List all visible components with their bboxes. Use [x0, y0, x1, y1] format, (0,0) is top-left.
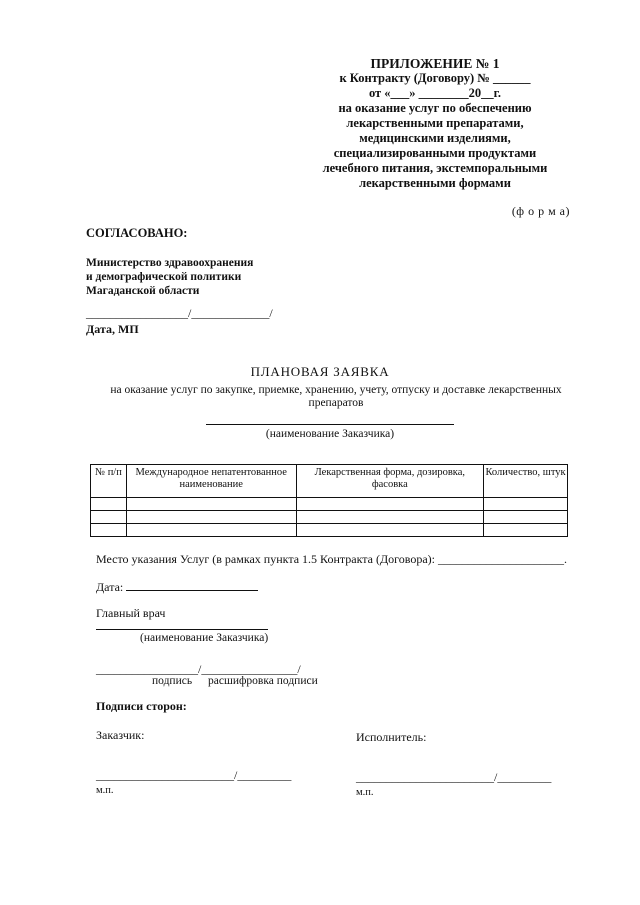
date-label: Дата: — [96, 580, 124, 594]
header-inn: Международное непатентованное наименование — [126, 465, 296, 498]
table-row — [91, 524, 568, 537]
customer-name-caption: (наименование Заказчика) — [265, 428, 395, 440]
header-dosage-form: Лекарственная форма, дозировка, фасовка — [296, 465, 484, 498]
signature-decode-caption: расшифровка подписи — [208, 675, 318, 687]
table-row — [91, 511, 568, 524]
table-cell — [91, 511, 127, 524]
table-cell — [484, 498, 568, 511]
executor-label: Исполнитель: — [356, 730, 427, 744]
date-blank-line — [126, 578, 258, 591]
chief-name-caption: (наименование Заказчика) — [140, 632, 269, 644]
chief-signature-line: _________________/________________/ — [96, 662, 301, 676]
header-quantity: Количество, штук — [484, 465, 568, 498]
signature-caption: подпись — [152, 675, 193, 687]
table-cell — [126, 498, 296, 511]
table-cell — [126, 511, 296, 524]
table-cell — [296, 498, 484, 511]
subject-line: специализированными продуктами — [333, 146, 537, 160]
ministry-line: Министерство здравоохранения — [86, 257, 254, 269]
form-label: (ф о р м а) — [511, 204, 570, 218]
approval-date-mp: Дата, МП — [86, 322, 139, 336]
approval-signature-line: _________________/_____________/ — [86, 306, 273, 320]
header-number: № п/п — [91, 465, 127, 498]
agreed-heading: СОГЛАСОВАНО: — [86, 226, 188, 240]
table-cell — [91, 498, 127, 511]
table-cell — [296, 524, 484, 537]
ministry-name — [86, 256, 306, 298]
subject-line: лекарственными препаратами, — [346, 116, 524, 130]
ministry-line: и демографической политики — [86, 271, 242, 283]
chief-name-line — [96, 629, 268, 630]
customer-label: Заказчик: — [96, 728, 145, 742]
customer-stamp-mark: м.п. — [96, 785, 114, 796]
subject-line: лекарственными формами — [359, 176, 511, 190]
date-field — [96, 578, 258, 595]
service-place-field: Место указания Услуг (в рамках пункта 1.5 Контракта (Договора): _____________________. — [96, 552, 568, 566]
parties-signatures-heading: Подписи сторон: — [96, 699, 187, 713]
executor-signature-line: _______________________/_________ — [356, 770, 552, 784]
table-cell — [484, 511, 568, 524]
ministry-line: Магаданской области — [86, 285, 200, 297]
table-cell — [484, 524, 568, 537]
table-row — [91, 498, 568, 511]
appendix-title: ПРИЛОЖЕНИЕ № 1 — [370, 56, 500, 71]
appendix-header — [300, 56, 570, 191]
subject-line: лечебного питания, экстемпоральными — [322, 161, 548, 175]
request-subtitle: на оказание услуг по закупке, приемке, хранению, учету, отпуску и доставке лекарственных препаратов — [110, 384, 562, 409]
table-cell — [296, 511, 484, 524]
request-title: ПЛАНОВАЯ ЗАЯВКА — [250, 364, 390, 379]
customer-name-line — [206, 424, 454, 425]
subject-line: на оказание услуг по обеспечению — [338, 101, 532, 115]
chief-doctor-label: Главный врач — [96, 606, 166, 620]
contract-date-line: от «___» ________20__г. — [368, 86, 502, 100]
request-table — [90, 464, 568, 537]
contract-line: к Контракту (Договору) № ______ — [339, 71, 531, 85]
table-cell — [91, 524, 127, 537]
subject-line: медицинскими изделиями, — [359, 131, 511, 145]
table-cell — [126, 524, 296, 537]
table-header-row — [91, 465, 568, 498]
executor-stamp-mark: м.п. — [356, 787, 374, 798]
customer-signature-line: _______________________/_________ — [96, 768, 292, 782]
